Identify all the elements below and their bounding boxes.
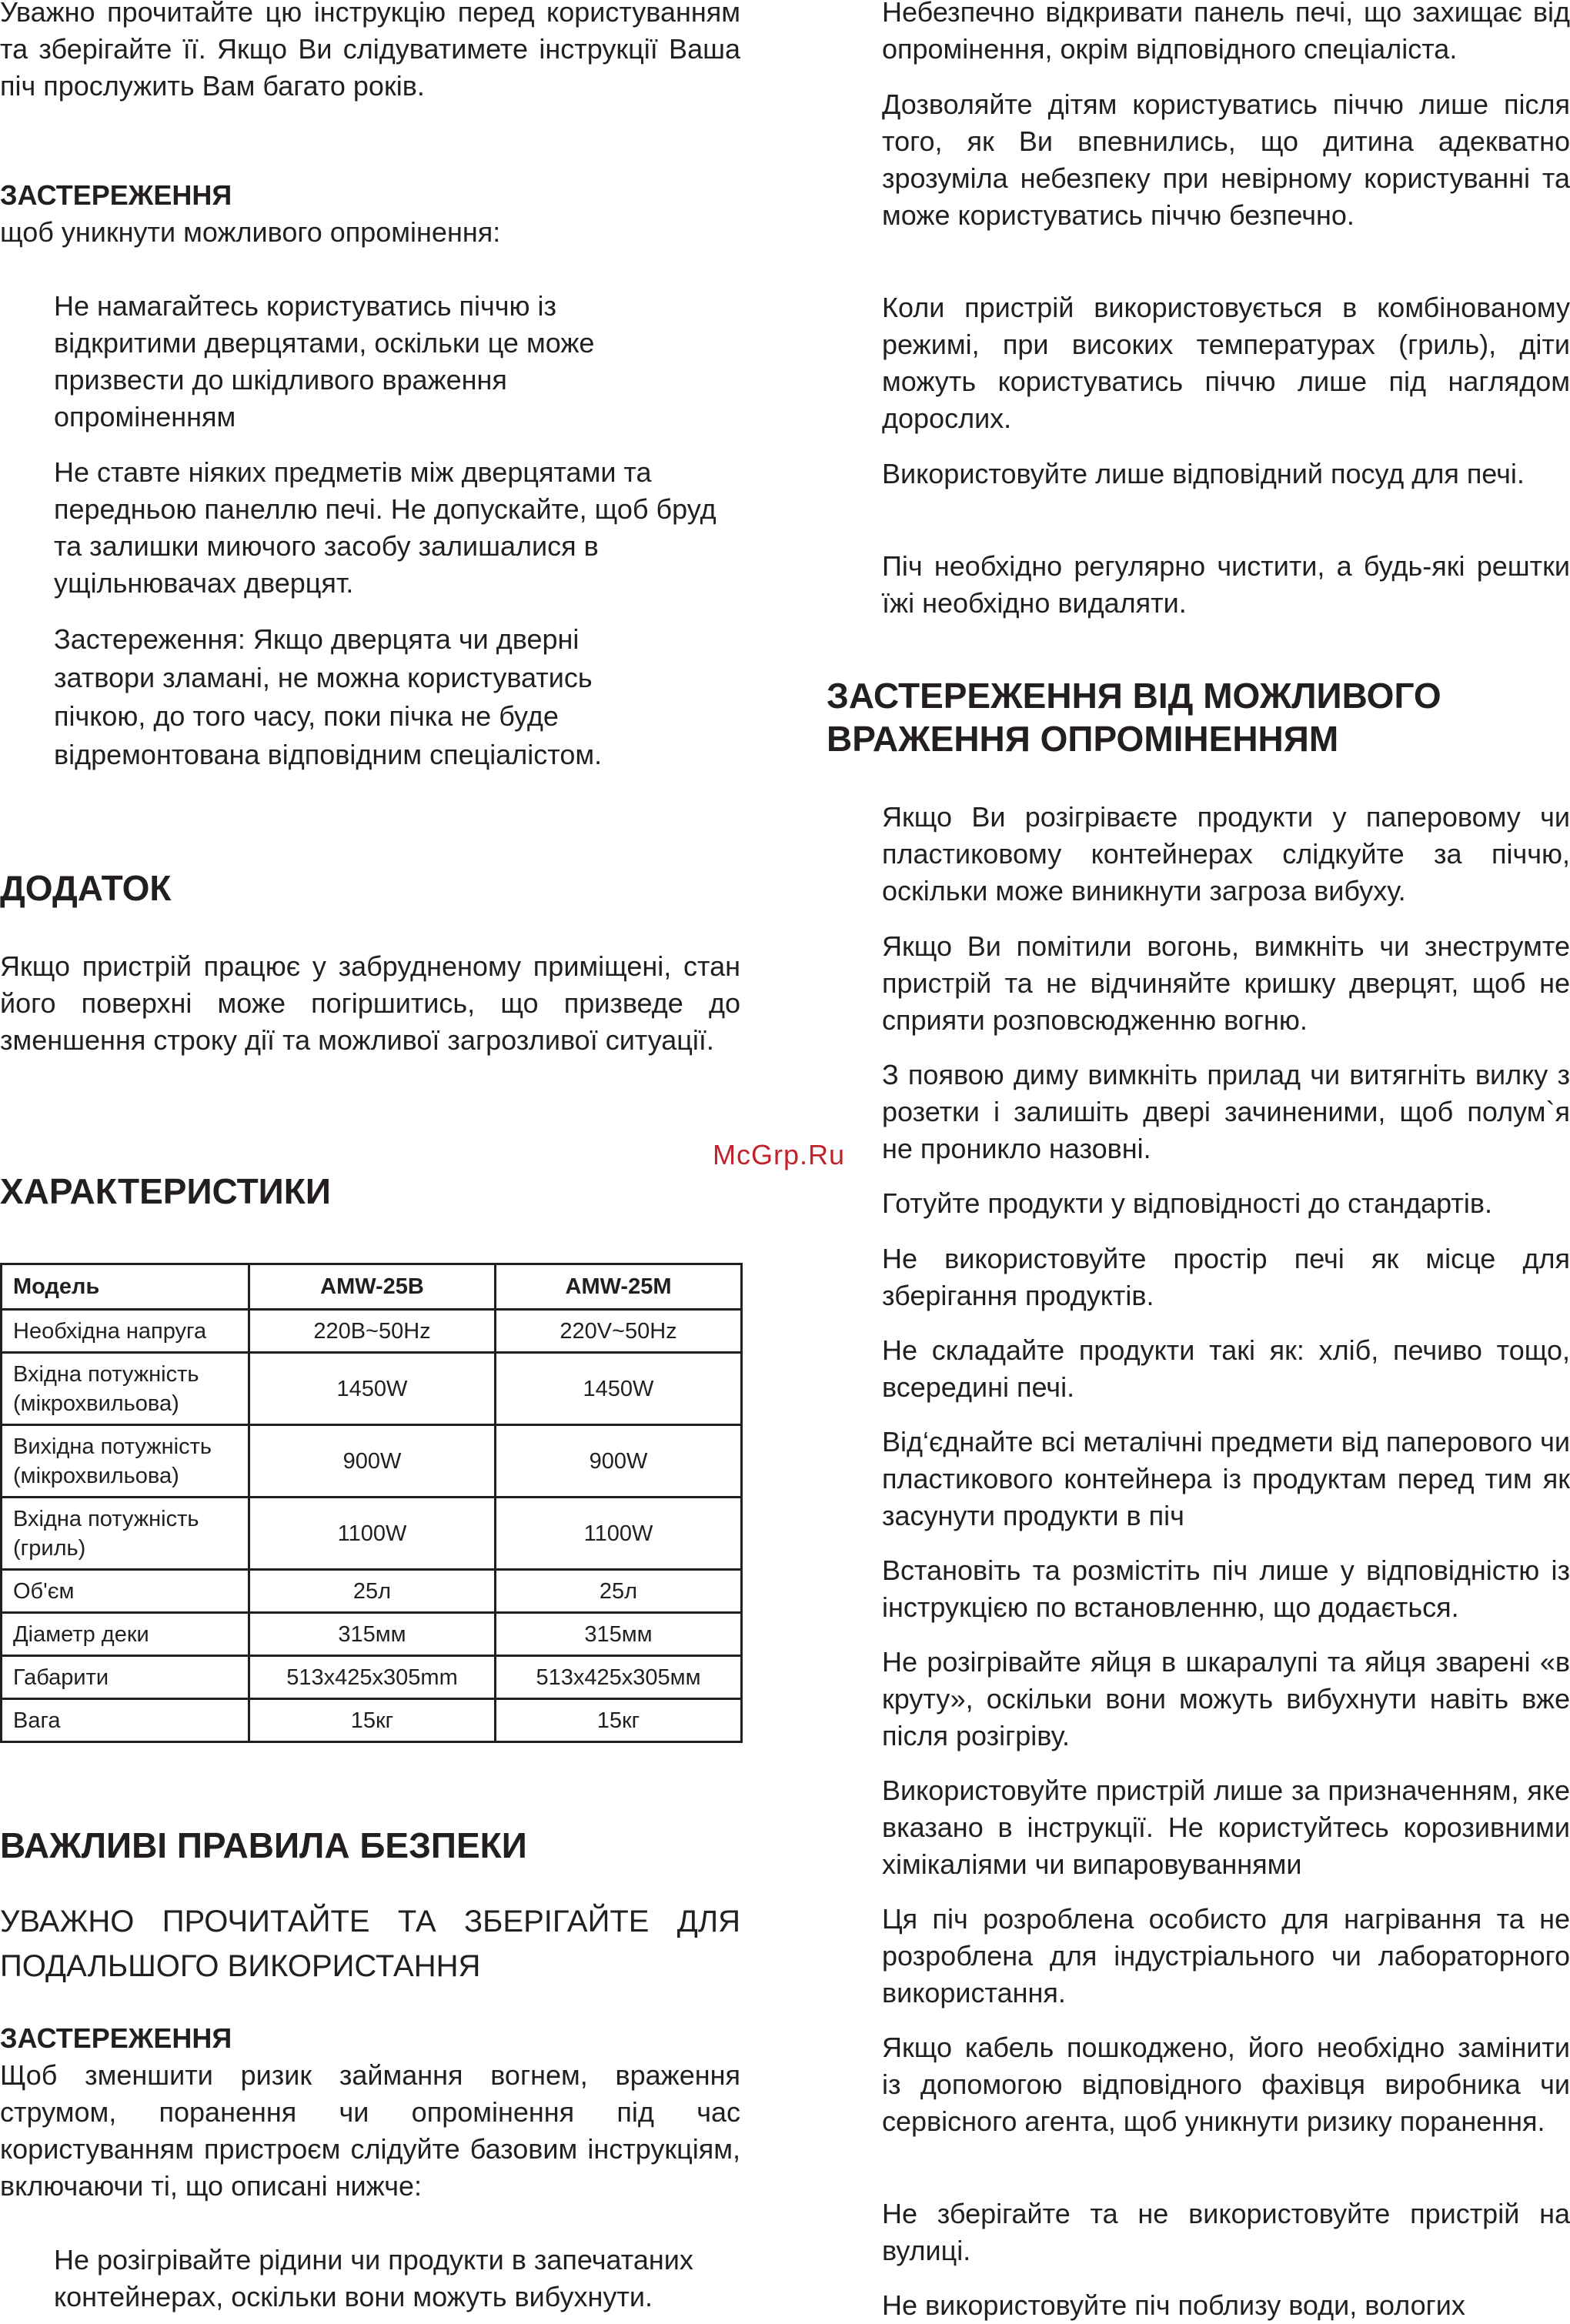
table-row <box>2 1310 742 1353</box>
appendix-heading: ДОДАТОК <box>0 868 172 908</box>
right-item-4: Використовуйте лише відповідний посуд для печі. <box>882 458 1525 489</box>
radiation-item-4: Готуйте продукти у відповідності до стандартів. <box>882 1187 1492 1219</box>
radiation-item-10: Використовуйте пристрій лише за призначенням, яке вказано в інструкції. Не користуйтесь корозивними хімікаліями чи випаровуваннями <box>882 1775 1570 1880</box>
radiation-item-7: Від‘єднайте всі металічні предмети від паперового чи пластикового контейнера із продуктам перед тим як засунути продукти в піч <box>882 1426 1570 1531</box>
table-cell: 25л <box>496 1570 742 1613</box>
table-row <box>2 1498 742 1570</box>
table-cell: 25л <box>249 1570 496 1613</box>
table-cell: 15кг <box>249 1699 496 1742</box>
table-cell: 1450W <box>249 1353 496 1425</box>
table-cell: Габарити <box>2 1656 249 1699</box>
table-cell: Діаметр деки <box>2 1613 249 1656</box>
right-item-1: Небезпечно відкривати панель печі, що захищає від опромінення, окрім відповідного спеціаліста. <box>882 0 1570 65</box>
table-row <box>2 1656 742 1699</box>
radiation-item-1: Якщо Ви розігріваєте продукти у паперовому чи пластиковому контейнерах слідкуйте за піччю, оскільки може виникнути загроза вибуху. <box>882 801 1570 907</box>
table-cell: Об'єм <box>2 1570 249 1613</box>
radiation-item-13: Не зберігайте та не використовуйте пристрій на вулиці. <box>882 2198 1570 2266</box>
warning2-paragraph: Щоб зменшити ризик займання вогнем, враження струмом, поранення чи опромінення під час користуванням пристроєм слідуйте базовим інструкціям, включаючи ті, що описані нижче: <box>0 2059 740 2202</box>
radiation-item-5: Не використовуйте простір печі як місце для зберігання продуктів. <box>882 1243 1570 1311</box>
table-cell: 220V~50Hz <box>496 1310 742 1353</box>
warning-title: ЗАСТЕРЕЖЕННЯ <box>0 179 232 211</box>
table-cell: 220В~50Hz <box>249 1310 496 1353</box>
warning-item-1: Не намагайтесь користуватись піччю із відкритими дверцятами, оскільки це може призвести до шкідливого враження опроміненням <box>54 290 595 432</box>
right-item-5: Піч необхідно регулярно чистити, а будь-які рештки їжі необхідно видаляти. <box>882 550 1570 619</box>
radiation-item-9: Не розігрівайте яйця в шкаралупі та яйця зварені «в круту», оскільки вони можуть вибухнути навіть вже після розігріву. <box>882 1646 1570 1751</box>
warning2-title: ЗАСТЕРЕЖЕННЯ <box>0 2022 232 2054</box>
header-amw25m: AMW-25M <box>496 1264 742 1310</box>
warning-item-2: Не ставте ніяких предметів між дверцятами та передньою панеллю печі. Не допускайте, щоб бруд та залишки миючого засобу залишалися в ущільнювачах дверцят. <box>54 456 717 599</box>
right-item-2: Дозволяйте дітям користуватись піччю лише після того, як Ви впевнились, що дитина адекватно зрозуміла небезпеку при невірному користуванні та може користуватись піччю безпечно. <box>882 88 1570 231</box>
table-cell: Вхідна потужність (мікрохвильова) <box>2 1353 249 1425</box>
right-item-3: Коли пристрій використовується в комбінованому режимі, при високих температурах (гриль), діти можуть користуватись піччю лише під наглядом дорослих. <box>882 292 1570 434</box>
table-cell: Вага <box>2 1699 249 1742</box>
table-cell: Необхідна напруга <box>2 1310 249 1353</box>
table-cell: 15кг <box>496 1699 742 1742</box>
table-cell: 513x425x305mm <box>249 1656 496 1699</box>
table-cell: 315мм <box>249 1613 496 1656</box>
table-cell: Вихідна потужність (мікрохвильова) <box>2 1425 249 1498</box>
radiation-item-8: Встановіть та розмістіть піч лише у відповідністю із інструкцією по встановленню, що додається. <box>882 1554 1570 1623</box>
safety-caps-paragraph: УВАЖНО ПРОЧИТАЙТЕ ТА ЗБЕРІГАЙТЕ ДЛЯ ПОДАЛЬШОГО ВИКОРИСТАННЯ <box>0 1905 740 1983</box>
header-model: Модель <box>2 1264 249 1310</box>
specs-table <box>0 1263 743 1743</box>
table-cell: 900W <box>496 1425 742 1498</box>
table-cell: Вхідна потужність (гриль) <box>2 1498 249 1570</box>
radiation-heading-line2: ВРАЖЕННЯ ОПРОМІНЕННЯМ <box>827 719 1339 759</box>
safety-heading: ВАЖЛИВІ ПРАВИЛА БЕЗПЕКИ <box>0 1825 527 1865</box>
intro-paragraph: Уважно прочитайте цю інструкцію перед користуванням та зберігайте її. Якщо Ви слідуватимете інструкції Ваша піч прослужить Вам багато років. <box>0 0 740 102</box>
table-cell: 315мм <box>496 1613 742 1656</box>
table-cell: 1100W <box>249 1498 496 1570</box>
table-row <box>2 1699 742 1742</box>
radiation-item-11: Ця піч розроблена особисто для нагрівання та не розроблена для індустріального чи лабораторного використання. <box>882 1903 1570 2008</box>
header-amw25b: AMW-25B <box>249 1264 496 1310</box>
warning2-item: Не розігрівайте рідини чи продукти в запечатаних контейнерах, оскільки вони можуть вибухнути. <box>54 2244 693 2312</box>
table-row <box>2 1353 742 1425</box>
table-cell: 513x425x305мм <box>496 1656 742 1699</box>
radiation-item-6: Не складайте продукти такі як: хліб, печиво тощо, всередині печі. <box>882 1334 1570 1403</box>
warning-subtitle: щоб уникнути можливого опромінення: <box>0 216 501 248</box>
warning-item-3: Застереження: Якщо дверцята чи дверні затвори зламані, не можна користуватись пічкою, до того часу, поки пічка не буде відремонтована відповідним спеціалістом. <box>54 623 603 770</box>
specs-heading: ХАРАКТЕРИСТИКИ <box>0 1171 331 1211</box>
table-cell: 1450W <box>496 1353 742 1425</box>
watermark: McGrp.Ru <box>713 1139 846 1170</box>
radiation-item-3: З появою диму вимкніть прилад чи витягніть вилку з розетки і залишіть двері зачиненими, щоб полум`я не проникло назовні. <box>882 1059 1570 1164</box>
radiation-item-12: Якщо кабель пошкоджено, його необхідно замінити із допомогою відповідного фахівця виробника чи сервісного агента, щоб уникнути ризику поранення. <box>882 2032 1570 2137</box>
table-header-row <box>2 1264 742 1310</box>
table-cell: 900W <box>249 1425 496 1498</box>
table-row <box>2 1613 742 1656</box>
radiation-heading-line1: ЗАСТЕРЕЖЕННЯ ВІД МОЖЛИВОГО <box>827 676 1441 716</box>
table-row <box>2 1425 742 1498</box>
table-row <box>2 1570 742 1613</box>
table-cell: 1100W <box>496 1498 742 1570</box>
radiation-item-14: Не використовуйте піч поблизу води, вологих <box>882 2289 1465 2321</box>
radiation-item-2: Якщо Ви помітили вогонь, вимкніть чи знеструмте пристрій та не відчиняйте кришку дверцят, щоб не сприяти розповсюдженню вогню. <box>882 930 1570 1036</box>
appendix-paragraph: Якщо пристрій працює у забрудненому приміщені, стан його поверхні може погіршитись, що призведе до зменшення строку дії та можливої загрозливої ситуації. <box>0 950 740 1056</box>
